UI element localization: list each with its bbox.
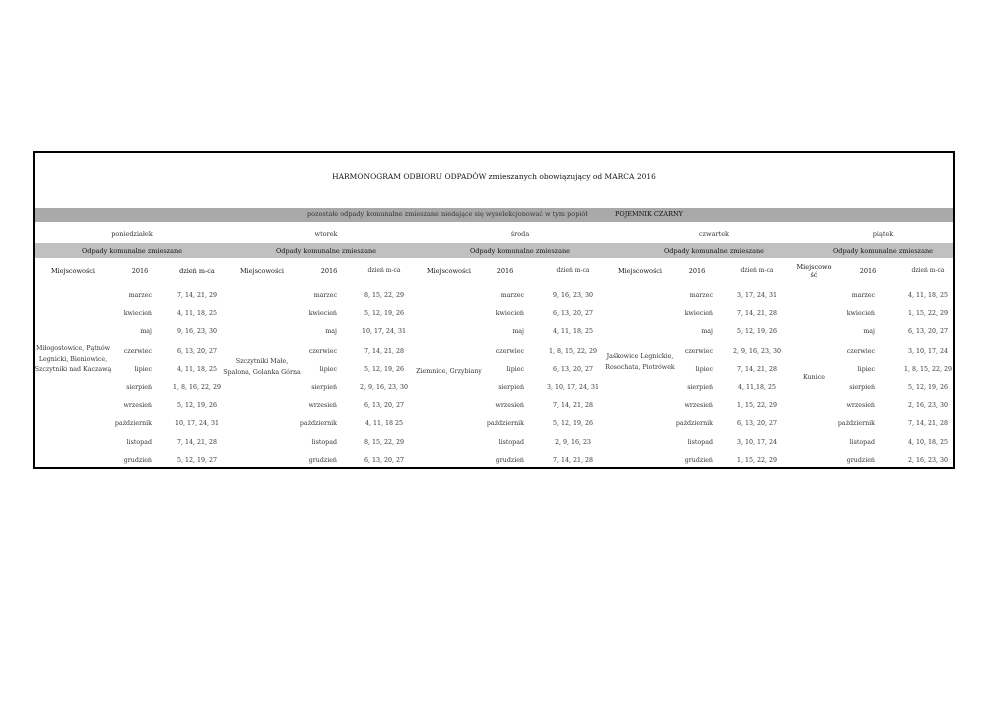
waste-description: pozostałe odpady komunalne zmieszane niedające się wyselekcjonować w tym popiół [307, 210, 588, 218]
month-label: sierpień [311, 384, 337, 391]
collection-dates: 7, 14, 21, 28 [176, 439, 218, 446]
month-label: sierpień [498, 384, 524, 391]
collection-dates: 1, 15, 22, 29 [907, 310, 949, 317]
month-label: marzec [128, 292, 152, 299]
month-label: październik [675, 420, 713, 427]
places-header: Miejscowości [617, 267, 663, 275]
month-label: marzec [500, 292, 524, 299]
collection-dates: 7, 14, 21, 28 [552, 457, 594, 464]
month-label: czerwiec [123, 348, 152, 355]
month-label: wrzesień [846, 402, 875, 409]
waste-group-label: Odpady komunalne zmieszane [663, 247, 765, 255]
day-of-month-header: dzień m-ca [911, 267, 945, 274]
weekday-label: czwartek [698, 230, 729, 238]
waste-type-band [35, 208, 953, 222]
weekday-label: wtorek [314, 230, 338, 238]
places-header: Miejscowości [426, 267, 472, 275]
collection-dates: 7, 14, 21, 28 [736, 366, 778, 373]
weekday-label: środa [510, 230, 530, 238]
month-label: marzec [851, 292, 875, 299]
collection-dates: 5, 12, 19, 26 [907, 384, 949, 391]
collection-dates: 3, 10, 17, 24, 31 [546, 384, 600, 391]
waste-group-label: Odpady komunalne zmieszane [81, 247, 183, 255]
collection-dates: 6, 13, 20, 27 [552, 310, 594, 317]
month-label: maj [863, 328, 875, 335]
month-label: wrzesień [684, 402, 713, 409]
month-label: listopad [126, 439, 152, 446]
places-header: Miejscowości [239, 267, 285, 275]
collection-dates: 3, 10, 17, 24 [907, 348, 949, 355]
weekday-label: piątek [872, 230, 894, 238]
year-header: 2016 [320, 267, 338, 275]
collection-dates: 2, 16, 23, 30 [907, 402, 949, 409]
month-label: październik [114, 420, 152, 427]
collection-dates: 1, 8, 16, 22, 29 [172, 384, 222, 391]
day-of-month-header: dzień m-ca [556, 267, 590, 274]
month-label: listopad [849, 439, 875, 446]
collection-dates: 10, 17, 24, 31 [361, 328, 407, 335]
collection-dates: 7, 14, 21, 28 [552, 402, 594, 409]
collection-dates: 5, 12, 19, 26 [363, 310, 405, 317]
schedule-sheet [33, 151, 955, 469]
month-label: czerwiec [308, 348, 337, 355]
month-label: marzec [313, 292, 337, 299]
month-label: czerwiec [846, 348, 875, 355]
places-header: Miejscowości [50, 267, 96, 275]
collection-dates: 1, 15, 22, 29 [736, 402, 778, 409]
month-label: wrzesień [308, 402, 337, 409]
places-header: Miejscowo ść [796, 263, 832, 279]
year-header: 2016 [131, 267, 149, 275]
collection-dates: 5, 12, 19, 26 [552, 420, 594, 427]
month-label: maj [325, 328, 337, 335]
places-list: Kunice [803, 374, 825, 381]
month-label: kwiecień [495, 310, 524, 317]
month-label: lipiec [695, 366, 713, 373]
month-label: sierpień [126, 384, 152, 391]
weekday-label: poniedziałek [111, 230, 153, 238]
collection-dates: 7, 14, 21, 28 [907, 420, 949, 427]
month-label: listopad [687, 439, 713, 446]
collection-dates: 4, 11, 18, 25 [176, 366, 218, 373]
collection-dates: 1, 8, 15, 22, 29 [903, 366, 953, 373]
collection-dates: 4, 10, 18, 25 [907, 439, 949, 446]
month-label: listopad [311, 439, 337, 446]
collection-dates: 10, 17, 24, 31 [174, 420, 220, 427]
month-label: maj [140, 328, 152, 335]
collection-dates: 9, 16, 23, 30 [176, 328, 218, 335]
month-label: lipiec [319, 366, 337, 373]
month-label: grudzień [308, 457, 337, 464]
collection-dates: 6, 13, 20, 27 [363, 402, 405, 409]
collection-dates: 4, 11, 18, 25 [552, 328, 594, 335]
month-label: lipiec [134, 366, 152, 373]
month-label: marzec [689, 292, 713, 299]
month-label: sierpień [849, 384, 875, 391]
month-label: wrzesień [123, 402, 152, 409]
collection-dates: 4, 11,18, 25 [737, 384, 777, 391]
month-label: lipiec [506, 366, 524, 373]
waste-group-label: Odpady komunalne zmieszane [832, 247, 934, 255]
collection-dates: 9, 16, 23, 30 [552, 292, 594, 299]
collection-dates: 1, 15, 22, 29 [736, 457, 778, 464]
collection-dates: 2, 9, 16, 23 [554, 439, 592, 446]
collection-dates: 2, 16, 23, 30 [907, 457, 949, 464]
collection-dates: 5, 12, 19, 27 [176, 457, 218, 464]
waste-group-label: Odpady komunalne zmieszane [275, 247, 377, 255]
month-label: kwiecień [684, 310, 713, 317]
places-list: Szczytniki Małe, Spalona, Golanka Górna [223, 358, 301, 376]
month-label: październik [837, 420, 875, 427]
month-label: maj [701, 328, 713, 335]
year-header: 2016 [496, 267, 514, 275]
month-label: kwiecień [308, 310, 337, 317]
collection-dates: 5, 12, 19, 26 [176, 402, 218, 409]
places-list: Ziemnice, Grzybiany [416, 368, 482, 375]
month-label: październik [299, 420, 337, 427]
collection-dates: 6, 13, 20, 27 [907, 328, 949, 335]
collection-dates: 5, 12, 19, 26 [363, 366, 405, 373]
month-label: maj [512, 328, 524, 335]
collection-dates: 6, 13, 20, 27 [363, 457, 405, 464]
weekday-row [35, 230, 953, 240]
month-label: grudzień [123, 457, 152, 464]
collection-dates: 2, 9, 16, 23, 30 [732, 348, 782, 355]
collection-dates: 4, 11, 18, 25 [907, 292, 949, 299]
day-of-month-header: dzień m-ca [179, 267, 215, 275]
places-list: Miłogostowice, Pątnów Legnicki, Bieniowice, Szczytniki nad Kaczawą [34, 345, 112, 373]
collection-dates: 4, 11, 18, 25 [176, 310, 218, 317]
month-label: grudzień [495, 457, 524, 464]
month-label: listopad [498, 439, 524, 446]
collection-dates: 4, 11, 18 25 [364, 420, 404, 427]
collection-dates: 6, 13, 20, 27 [736, 420, 778, 427]
month-label: wrzesień [495, 402, 524, 409]
collection-dates: 6, 13, 20, 27 [176, 348, 218, 355]
collection-dates: 3, 17, 24, 31 [736, 292, 778, 299]
collection-dates: 3, 10, 17, 24 [736, 439, 778, 446]
month-label: czerwiec [684, 348, 713, 355]
waste-group-label: Odpady komunalne zmieszane [469, 247, 571, 255]
collection-dates: 5, 12, 19, 26 [736, 328, 778, 335]
month-label: kwiecień [123, 310, 152, 317]
month-label: kwiecień [846, 310, 875, 317]
month-label: czerwiec [495, 348, 524, 355]
places-list: Jaśkowice Legnickie, Rosochata, Piotrówek [605, 353, 675, 371]
day-of-month-header: dzień m-ca [367, 267, 401, 274]
collection-dates: 7, 14, 21, 28 [363, 348, 405, 355]
collection-dates: 7, 14, 21, 28 [736, 310, 778, 317]
year-header: 2016 [688, 267, 706, 275]
waste-group-band [35, 243, 953, 258]
collection-dates: 8, 15, 22, 29 [363, 439, 405, 446]
bin-label: POJEMNIK CZARNY [615, 210, 683, 218]
collection-dates: 1, 8, 15, 22, 29 [548, 348, 598, 355]
month-label: grudzień [684, 457, 713, 464]
month-label: sierpień [687, 384, 713, 391]
document-title: HARMONOGRAM ODBIORU ODPADÓW zmieszanych obowiązujący od MARCA 2016 [332, 172, 656, 181]
collection-dates: 6, 13, 20, 27 [552, 366, 594, 373]
month-label: grudzień [846, 457, 875, 464]
collection-dates: 7, 14, 21, 29 [176, 292, 218, 299]
collection-dates: 2, 9, 16, 23, 30 [359, 384, 409, 391]
month-label: lipiec [857, 366, 875, 373]
day-of-month-header: dzień m-ca [740, 267, 774, 274]
year-header: 2016 [859, 267, 877, 275]
month-label: październik [486, 420, 524, 427]
collection-dates: 8, 15, 22, 29 [363, 292, 405, 299]
